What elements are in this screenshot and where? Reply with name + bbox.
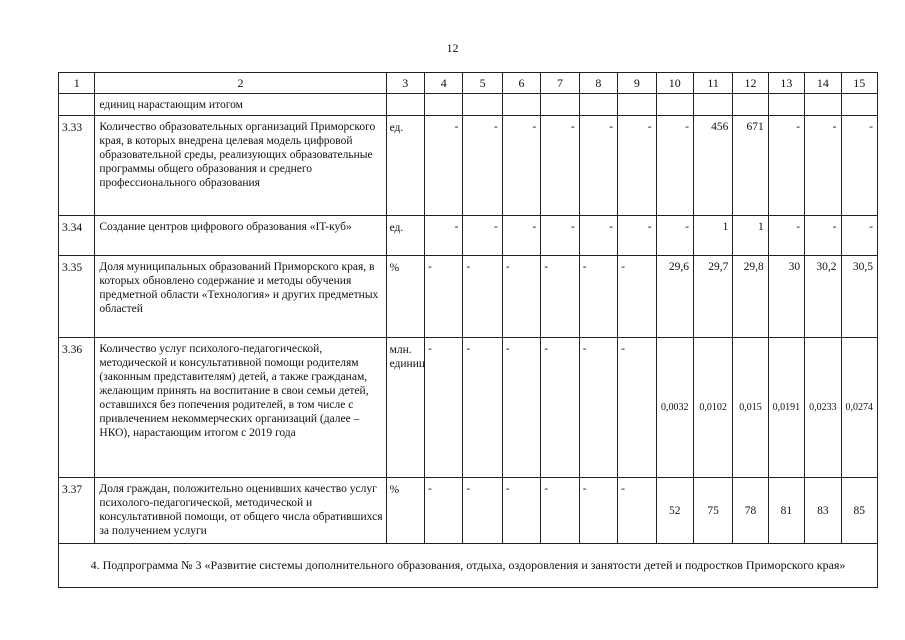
value-cell: 29,7 bbox=[693, 256, 732, 338]
value-cell: - bbox=[841, 216, 877, 256]
table-row-3-36 bbox=[59, 338, 878, 478]
row-unit: млн. единиц bbox=[386, 338, 424, 478]
value-cell: - bbox=[425, 338, 463, 478]
value-cell: 1 bbox=[733, 216, 768, 256]
value-cell: 0,0191 bbox=[768, 338, 804, 478]
header-cell: 14 bbox=[805, 73, 841, 94]
row-description: Доля граждан, положительно оценивших качество услуг психолого-педагогической, методической и консультативной помощи, от общего числа обратившихся за получением услуги bbox=[95, 478, 386, 544]
desc-cell: единиц нарастающим итогом bbox=[95, 94, 386, 116]
value-cell: - bbox=[841, 116, 877, 216]
table-row-3-34 bbox=[59, 216, 878, 256]
row-description: Количество услуг психолого-педагогической, методической и консультативной помощи родителям (законным представителям) детей, а также гражданам, желающим принять на воспитание в свои семьи детей, оставшихся без попечения родителей, в том числе с привлечением некоммерческих организаций (далее – НКО), нарастающим итогом с 2019 года bbox=[95, 338, 386, 478]
value-cell: 0,015 bbox=[733, 338, 768, 478]
value-cell: - bbox=[805, 116, 841, 216]
value-cell: - bbox=[618, 338, 656, 478]
value-cell: - bbox=[425, 256, 463, 338]
value-cell: - bbox=[502, 256, 540, 338]
value-cell: - bbox=[579, 116, 617, 216]
value-cell: - bbox=[541, 338, 579, 478]
row-description: Создание центров цифрового образования «IT-куб» bbox=[95, 216, 386, 256]
value-cell: - bbox=[579, 478, 617, 544]
value-cell: - bbox=[425, 216, 463, 256]
header-cell: 5 bbox=[463, 73, 502, 94]
value-cell: - bbox=[768, 116, 804, 216]
row-number: 3.35 bbox=[59, 256, 95, 338]
row-number: 3.36 bbox=[59, 338, 95, 478]
value-cell: 75 bbox=[693, 478, 732, 544]
header-cell: 15 bbox=[841, 73, 877, 94]
value-cell: - bbox=[463, 116, 502, 216]
value-cell: - bbox=[425, 478, 463, 544]
value-cell: 0,0233 bbox=[805, 338, 841, 478]
value-cell: - bbox=[618, 216, 656, 256]
value-cell: - bbox=[463, 256, 502, 338]
value-cell: - bbox=[463, 338, 502, 478]
indicators-table bbox=[58, 72, 878, 588]
header-cell: 7 bbox=[541, 73, 579, 94]
row-unit: ед. bbox=[386, 216, 424, 256]
row-number: 3.34 bbox=[59, 216, 95, 256]
table-row-3-37 bbox=[59, 478, 878, 544]
header-cell: 9 bbox=[618, 73, 656, 94]
value-cell: 81 bbox=[768, 478, 804, 544]
value-cell: - bbox=[768, 216, 804, 256]
value-cell: 85 bbox=[841, 478, 877, 544]
header-cell: 12 bbox=[733, 73, 768, 94]
value-cell: - bbox=[502, 216, 540, 256]
row-description: Доля муниципальных образований Приморского края, в которых обновлено содержание и методы обучения предметной области «Технология» и других предметных областей bbox=[95, 256, 386, 338]
value-cell: - bbox=[656, 216, 693, 256]
value-cell: - bbox=[805, 216, 841, 256]
subprogram-row bbox=[59, 544, 878, 588]
value-cell: 1 bbox=[693, 216, 732, 256]
subprogram-heading: 4. Подпрограмма № 3 «Развитие системы дополнительного образования, отдыха, оздоровления и занятости детей и подростков Приморского края» bbox=[59, 544, 878, 588]
value-cell: 0,0032 bbox=[656, 338, 693, 478]
value-cell: 30,5 bbox=[841, 256, 877, 338]
row-unit: % bbox=[386, 478, 424, 544]
value-cell: - bbox=[425, 116, 463, 216]
table-row-continued bbox=[59, 94, 878, 116]
value-cell: 456 bbox=[693, 116, 732, 216]
row-description: Количество образовательных организаций Приморского края, в которых внедрена целевая модель цифровой образовательной среды, реализующих образовательные программы общего образования и среднего профессионального образования bbox=[95, 116, 386, 216]
value-cell: 671 bbox=[733, 116, 768, 216]
value-cell: - bbox=[541, 216, 579, 256]
row-unit: ед. bbox=[386, 116, 424, 216]
row-number: 3.33 bbox=[59, 116, 95, 216]
value-cell: 0,0274 bbox=[841, 338, 877, 478]
value-cell: 0,0102 bbox=[693, 338, 732, 478]
value-cell: - bbox=[618, 116, 656, 216]
header-cell: 11 bbox=[693, 73, 732, 94]
table-row-3-33 bbox=[59, 116, 878, 216]
value-cell: - bbox=[502, 478, 540, 544]
value-cell: 83 bbox=[805, 478, 841, 544]
value-cell: - bbox=[579, 338, 617, 478]
value-cell: - bbox=[541, 478, 579, 544]
value-cell: - bbox=[618, 478, 656, 544]
value-cell: - bbox=[579, 256, 617, 338]
value-cell: - bbox=[463, 478, 502, 544]
header-cell: 6 bbox=[502, 73, 540, 94]
row-number: 3.37 bbox=[59, 478, 95, 544]
value-cell: 78 bbox=[733, 478, 768, 544]
value-cell: - bbox=[463, 216, 502, 256]
value-cell: 29,6 bbox=[656, 256, 693, 338]
header-row bbox=[59, 73, 878, 94]
header-cell: 13 bbox=[768, 73, 804, 94]
value-cell: 30,2 bbox=[805, 256, 841, 338]
value-cell: - bbox=[541, 256, 579, 338]
page-number: 12 bbox=[446, 41, 459, 55]
header-cell: 2 bbox=[95, 73, 386, 94]
row-unit: % bbox=[386, 256, 424, 338]
value-cell: - bbox=[579, 216, 617, 256]
value-cell: 52 bbox=[656, 478, 693, 544]
header-cell: 10 bbox=[656, 73, 693, 94]
value-cell: - bbox=[656, 116, 693, 216]
header-cell: 4 bbox=[425, 73, 463, 94]
value-cell: - bbox=[502, 116, 540, 216]
value-cell: - bbox=[541, 116, 579, 216]
header-cell: 8 bbox=[579, 73, 617, 94]
table-row-3-35 bbox=[59, 256, 878, 338]
value-cell: 30 bbox=[768, 256, 804, 338]
value-cell: - bbox=[502, 338, 540, 478]
value-cell: - bbox=[618, 256, 656, 338]
value-cell: 29,8 bbox=[733, 256, 768, 338]
header-cell: 1 bbox=[59, 73, 95, 94]
header-cell: 3 bbox=[386, 73, 424, 94]
num-cell bbox=[59, 94, 95, 116]
